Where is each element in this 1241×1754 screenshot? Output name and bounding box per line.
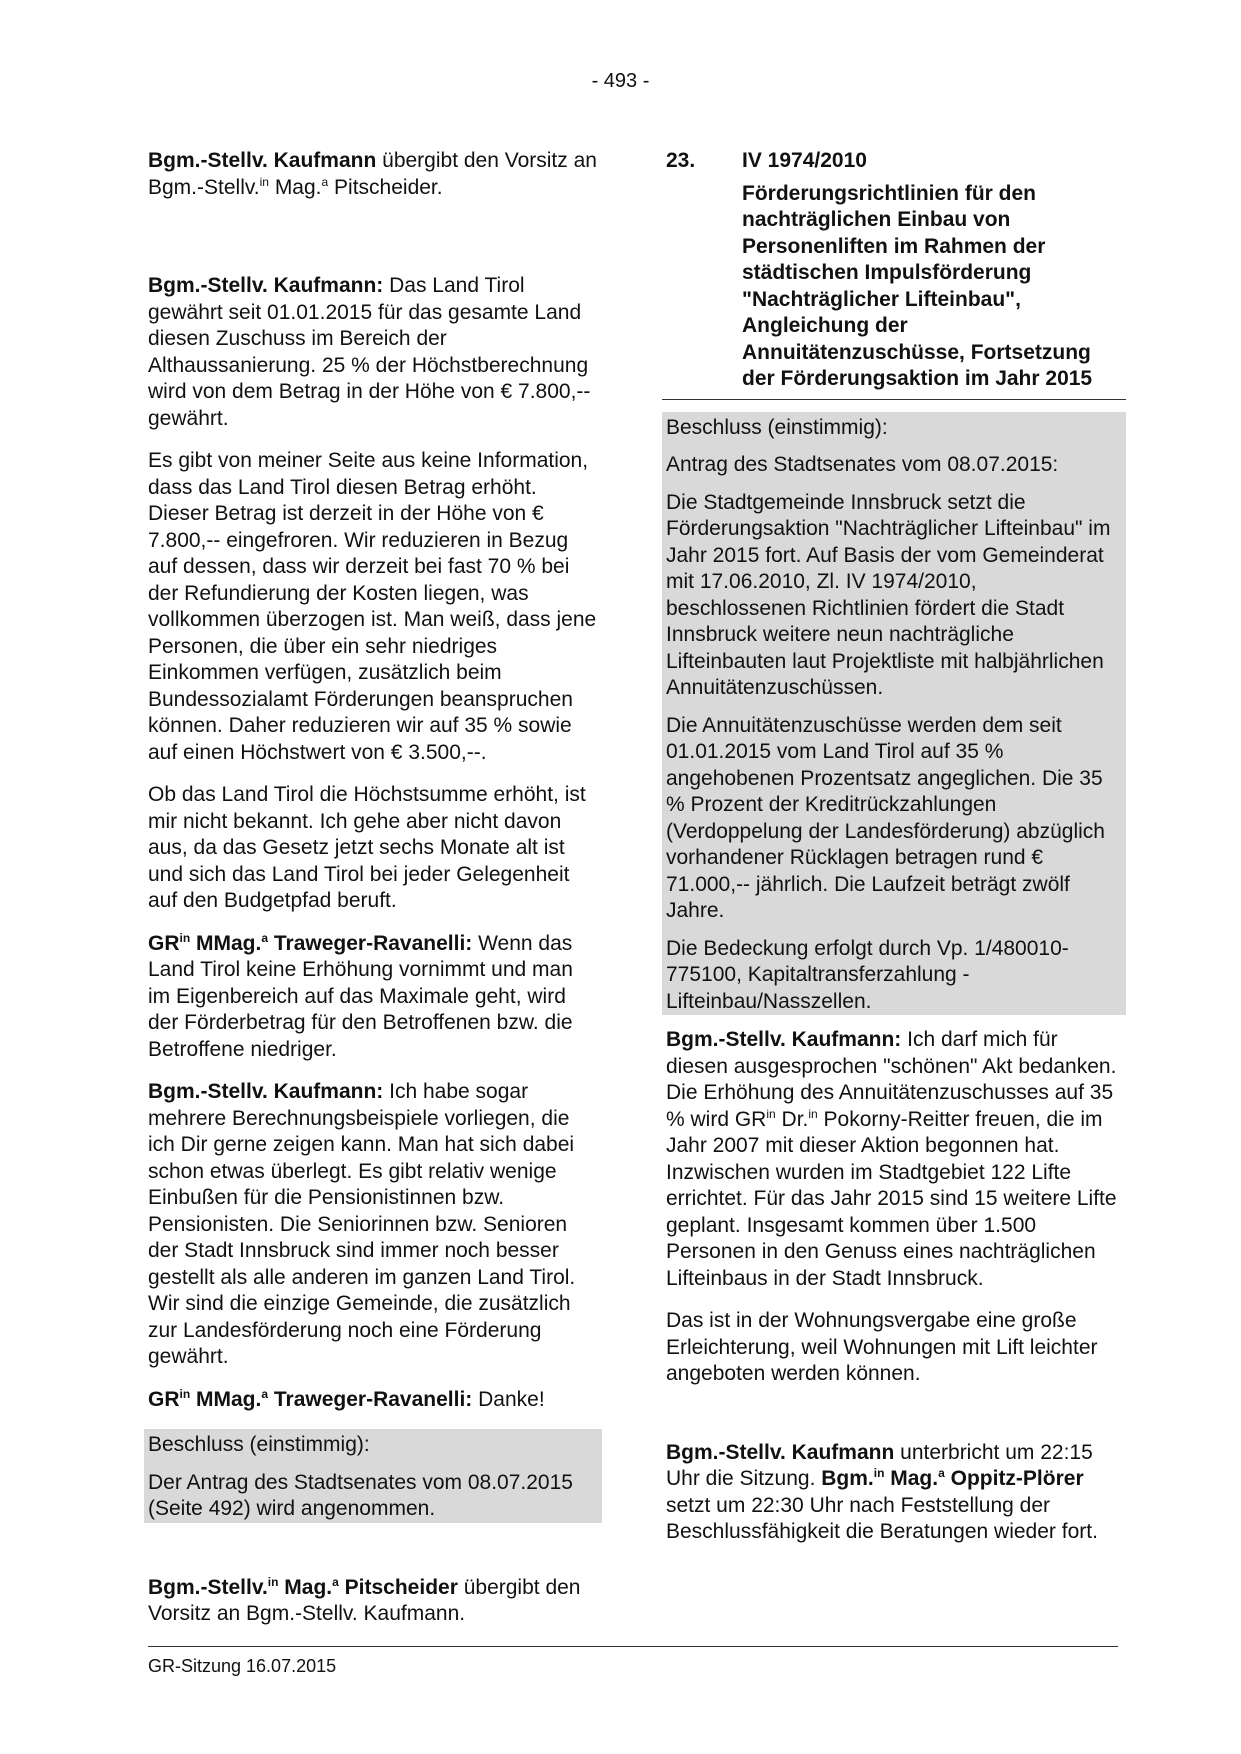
left-paragraph-kaufmann-1: Bgm.-Stellv. Kaufmann: Das Land Tirol gewährt seit 01.01.2015 für das gesamte Land diesen Zuschuss im Bereich der Althaussanierung. 25 % der Höchstberechnung wird von dem Betrag in der Höhe von € 7.800,-- gewährt. (148, 274, 591, 430)
speaker-name: Bgm.-Stellv. Kaufmann: (148, 274, 384, 297)
speaker-name: Bgm.-Stellv. Kaufmann (666, 1440, 895, 1464)
right-paragraph-kaufmann: Bgm.-Stellv. Kaufmann: Ich darf mich für diesen ausgesprochen "schönen" Akt bedanken. Die Erhöhung des Annuitätenzuschusses auf 35 % wird $GR^{in}$ Dr.$^{in}$ Pokorny-Reitter freuen, die im Jahr 2007 mit dieser Aktion begonnen hat. Inzwischen wurden im Stadtgebiet 122 Lifte errichtet. Für das Jahr 2015 sind 15 weitere Lifte geplant. Insgesamt kommen über 1.500 Personen in den Genuss eines nachträglichen Lifteinbaus in der Stadt Innsbruck. (666, 1028, 1117, 1290)
decision-label: Beschluss (einstimmig): (666, 415, 888, 439)
right-column (666, 148, 1122, 1546)
agenda-reference: IV 1974/2010 (742, 149, 867, 172)
motion-paragraph-3: Die Bedeckung erfolgt durch Vp. 1/480010-775100, Kapitaltransferzahlung - Lifteinbau/Nasszellen. (666, 936, 1069, 1013)
left-paragraph-traweger-1: $GR^{in}$ MMag.$^a$ Traweger-Ravanelli: Wenn das Land Tirol keine Erhöhung vornimmt und man im Eigenbereich auf das Maximale geht, wird der Förderbetrag für den Betroffenen bzw. die Betroffene niedriger. (148, 930, 573, 1061)
left-paragraph-kaufmann-2: Bgm.-Stellv. Kaufmann: Ich habe sogar mehrere Berechnungsbeispiele vorliegen, die ich Dir gerne zeigen kann. Man hat sich dabei schon etwas überlegt. Es gibt relativ wenige Einbußen für die Pensionistinnen bzw. Pensionisten. Die Seniorinnen bzw. Senioren der Stadt Innsbruck sind immer noch besser gestellt als alle anderen im ganzen Land Tirol. Wir sind die einzige Gemeinde, die zusätzlich zur Landesförderung noch eine Förderung gewährt. (148, 1080, 576, 1368)
left-paragraph-handover: Bgm.-Stellv. Kaufmann übergibt den Vorsitz an Bgm.-Stellv.$^{in}$ Mag.$^a$ Pitscheider. (148, 149, 597, 199)
agenda-heading (666, 148, 1122, 175)
decision-text: Der Antrag des Stadtsenates vom 08.07.2015 (Seite 492) wird angenommen. (148, 1470, 573, 1520)
agenda-divider (662, 399, 1126, 400)
speaker-name: Bgm.-Stellv. Kaufmann: (148, 1080, 384, 1103)
decision-label: Beschluss (einstimmig): (148, 1433, 370, 1456)
left-paragraph-3: Es gibt von meiner Seite aus keine Information, dass das Land Tirol diesen Betrag erhöht. Dieser Betrag ist derzeit in der Höhe von € 7.800,-- eingefroren. Wir reduzieren in Bezug auf dessen, dass wir derzeit bei fast 70 % bei der Refundierung der Kosten liegen, was vollkommen überzogen ist. Man weiß, dass jene Personen, die über ein sehr niedriges Einkommen verfügen, zusätzlich beim Bundessozialamt Förderungen beanspruchen können. Daher reduzieren wir auf 35 % sowie auf einen Höchstwert von € 3.500,--. (148, 449, 597, 764)
left-paragraph-pitscheider: Bgm.-Stellv.$^{in}$ Mag.$^a$ Pitscheider übergibt den Vorsitz an Bgm.-Stellv. Kaufmann. (148, 1574, 581, 1625)
left-paragraph-traweger-2: $GR^{in}$ MMag.$^a$ Traweger-Ravanelli: Danke! (148, 1386, 545, 1411)
right-paragraph-2: Das ist in der Wohnungsvergabe eine große Erleichterung, weil Wohnungen mit Lift leichter angeboten werden können. (666, 1309, 1098, 1385)
left-paragraph-4: Ob das Land Tirol die Höchstsumme erhöht, ist mir nicht bekannt. Ich gehe aber nicht davon aus, da das Gesetz jetzt sechs Monate alt ist und sich das Land Tirol bei jeder Gelegenheit auf den Budgetpfad beruft. (148, 783, 586, 912)
speaker-name: GR (148, 931, 180, 955)
decision-box-left (144, 1429, 602, 1523)
footer-text: GR-Sitzung 16.07.2015 (148, 1656, 337, 1676)
left-column (148, 148, 598, 1628)
speaker-name: Bgm.-Stellv. Kaufmann: (666, 1028, 902, 1051)
motion-paragraph-2: Die Annuitätenzuschüsse werden dem seit 01.01.2015 vom Land Tirol auf 35 % angehobenen Prozentsatz angeglichen. Die 35 % Prozent der Kreditrückzahlungen (Verdoppelung der Landesförderung) abzüglich vorhandener Rücklagen betragen rund € 71.000,-- jährlich. Die Laufzeit beträgt zwölf Jahre. (666, 713, 1105, 922)
speaker-name: Bgm.-Stellv. Kaufmann (148, 149, 377, 172)
speaker-name: GR (148, 1387, 180, 1411)
footer-divider (148, 1646, 1118, 1647)
agenda-title: Förderungsrichtlinien für den nachträglichen Einbau von Personenliften im Rahmen der städtischen Impulsförderung "Nachträglicher Lifteinbau", Angleichung der Annuitätenzuschüsse, Fortsetzung der Förderungsaktion im Jahr 2015 (742, 181, 1093, 390)
agenda-number: 23. (666, 149, 696, 172)
motion-label: Antrag des Stadtsenates vom 08.07.2015: (666, 453, 1059, 476)
right-paragraph-session-break: Bgm.-Stellv. Kaufmann unterbricht um 22:15 Uhr die Sitzung. Bgm.$^{in}$ Mag.$^a$ Oppitz-Plörer setzt um 22:30 Uhr nach Feststellung der Beschlussfähigkeit die Beratungen wieder fort. (666, 1440, 1098, 1543)
page-number: - 493 - (591, 70, 650, 92)
speaker-name: Bgm.-Stellv. (148, 1575, 268, 1599)
decision-box-right (662, 412, 1126, 1016)
motion-paragraph-1: Die Stadtgemeinde Innsbruck setzt die Förderungsaktion "Nachträglicher Lifteinbau" im Jahr 2015 fort. Auf Basis der vom Gemeinderat mit 17.06.2010, Zl. IV 1974/2010, beschlossenen Richtlinien fördert die Stadt Innsbruck weitere neun nachträgliche Lifteinbauten laut Projektliste mit halbjährlichen Annuitätenzuschüssen. (666, 490, 1111, 699)
